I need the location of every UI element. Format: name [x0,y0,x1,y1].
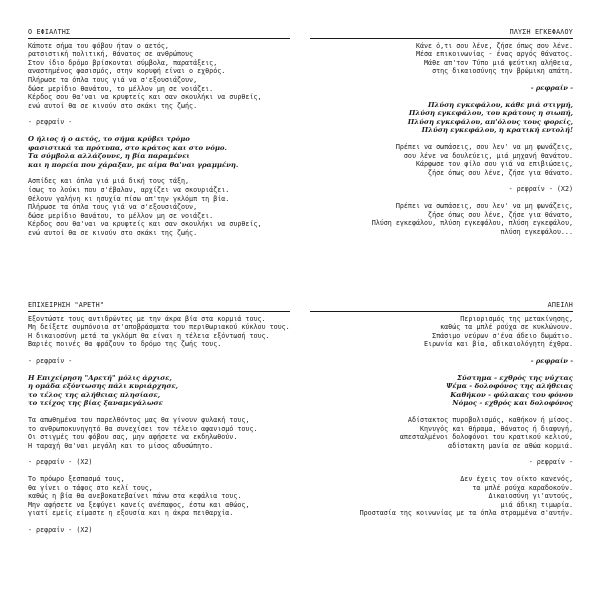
lyric-line: Μην αφήσετε να ξεφύγει κανείς ανέπαφος, έστω και αθώος, [28,500,250,509]
lyric-line: καθώς η βία θα ανεβοκατεβαίνει πάνω στα κεφάλια τους. [28,492,242,501]
verse-stanza [28,475,290,518]
chorus-stanza [310,374,573,408]
lyric-line: Κάνε ό,τι σου λένε, ζήσε όπως σου λένε. [415,41,573,50]
lyric-line: Μη δείξετε συμπόνοια στ'αποβράσματα του περιθωριακού κύκλου τους. [28,323,290,332]
refrain-marker [28,118,290,127]
lyric-line: Προστασία της κοινωνίας με τα όπλα στραμμένα σ'αυτήν. [359,509,573,518]
lyric-line: Θέλουν γαλήνη κι ησυχία πίσω απ'την γκλόμπ τη βία. [28,194,230,203]
lyric-line: το ανθρωποκυνηγητό θα συνεχίσει τον τέλειο αφανισμό τους. [28,424,258,433]
song-title: Ο ΕΦΙΑΛΤΗΣ [28,28,290,39]
song-apeili [310,301,573,526]
refrain-marker [310,185,573,194]
lyric-line: Η ταραχή θα'ναι μεγάλη και το μίσος αδυσώπητο. [28,441,214,450]
lyric-line: ενώ αυτοί θα σε κινούν στο σκάκι της ζωής. [28,101,198,110]
lyric-line: γιατί εμείς είμαστε η εξουσία και η άκρα πειθαρχία. [28,509,234,518]
lyric-line: στης δικαιοσύνης την βρώμικη απάτη. [432,67,573,76]
song-body [28,315,290,535]
lyric-line: Δεν έχεις τον οίκτο κανενός, [460,474,573,483]
chorus-stanza [310,101,573,135]
lyric-line: Πλήρωσε τα όπλα τους γιά να σ'εξουσιάζουν, [28,75,198,84]
chorus-stanza [28,135,290,169]
lyric-line: Πλύση εγκεφάλου, πλύση εγκεφάλου, πλύση εγκεφάλου, [371,219,573,228]
lyric-line: - ρεφραίν - [528,458,573,467]
refrain-marker [310,357,573,366]
verse-stanza [310,143,573,177]
lyric-line: Μάθε απ'τον Τύπο μιά ψεύτικη αλήθεια, [424,58,573,67]
lyric-line: Ψέμα - δολοφόνος της αλήθειας [446,382,573,391]
lyric-line: Πλύση εγκεφάλου, η κρατική εντολή! [421,126,573,135]
lyric-line: Τα σύμβολα αλλάζουνε, η βία παραμένει [28,152,190,161]
lyric-line: Πλήρωσε τα όπλα τους γιά να σ'εξουσιάζουν, [28,203,198,212]
lyric-line: Νόμος - εχθρός και δολοφόνος [452,399,573,408]
lyric-line: Καθήκον - φύλακας του φόνου [450,390,573,399]
lyric-line: δώσε μερίδιο θανάτου, το μέλλον μη σε νοιάζει. [28,211,214,220]
lyric-line: Εξοντώστε τους αντιδρώντες με την άκρα βία στα κορμιά τους. [28,314,266,323]
lyric-line: Βαριές ποινές θα φράζουν το δρόμο της ζωής τους. [28,340,222,349]
song-plysi-egkefalou [310,28,573,244]
lyric-line: Αδίστακτος πυροβολισμός, καθήκον ή μίσος. [407,415,573,424]
song-o-efialtis [28,28,290,245]
lyric-line: ρατσιστική πολιτική, θάνατος σε ανθρώπους [28,50,194,59]
lyric-line: - ρεφραίν - [28,118,73,127]
lyric-line: Πρέπει να σωπάσεις, σου λεν' να μη φωνάζεις, [395,201,573,210]
lyric-line: Το πρόωρο ξεσπασμά τους, [28,474,125,483]
verse-stanza [310,202,573,236]
lyric-line: η ομάδα εξόντωσης πάλι κυριάρχησε, [28,382,179,391]
lyric-line: - ρεφραίν - (Χ2) [28,458,93,467]
lyric-line: Σπάσιμο νεύρων σ'ένα άδειο δωμάτιο. [432,331,573,340]
lyric-line: Πλύση εγκεφάλου, του κράτους η σιωπή, [408,109,573,118]
lyric-line: και η πορεία που χάραξαν, με αίμα θα'ναι γραμμένη. [28,160,239,169]
refrain-marker [28,357,290,366]
verse-stanza [28,42,290,111]
verse-stanza [28,177,290,237]
lyric-line: Πρέπει να σωπάσεις, σου λεν' να μη φωνάζεις, [395,142,573,151]
lyric-line: Δικαιοσύνη γι'αυτούς, [488,492,573,501]
song-body [310,42,573,237]
song-title: ΑΠΕΙΛΗ [310,301,573,312]
song-title: ΠΛΥΣΗ ΕΓΚΕΦΑΛΟΥ [310,28,573,39]
chorus-stanza [28,374,290,408]
lyric-line: - ρεφραίν - [28,356,73,365]
song-body [310,315,573,518]
song-epixeirisi-areti [28,301,290,542]
verse-stanza [310,475,573,518]
refrain-marker [28,458,290,467]
lyric-line: Περιορισμός της μετακίνησης, [460,314,573,323]
lyric-line: Η Επιχείρηση "Αρετή" μόλις άρχισε, [28,373,172,382]
verse-stanza [310,42,573,76]
lyric-line: Οι στιγμές του φόβου σας, μην αφήσετε να εκδηλωθούν. [28,433,238,442]
lyric-line: - ρεφραίν - (Χ2) [28,525,93,534]
lyric-line: φασιστικά τα πρότυπα, στο κράτος και στο νόμο. [28,143,227,152]
lyric-line: δώσε μερίδιο θανάτου, το μέλλον μη σε νοιάζει. [28,84,214,93]
lyric-line: Η δικαιοσύνη μετά τα γκλόμπ θα είναι η τέλεια εξόντωσή τους. [28,331,270,340]
refrain-marker [310,458,573,467]
lyric-line: Σύστημα - εχθρός της νύχτας [457,373,573,382]
lyric-line: Κηνυγός και θήραμα, θάνατος ή διαφυγή, [420,424,573,433]
lyric-line: αδίστακτη μανία σε αθώα κορμιά. [448,441,573,450]
song-title: ΕΠΙΧΕΙΡΗΣΗ "ΑΡΕΤΗ" [28,301,290,312]
lyric-line: Κέρδος σου θα'ναι να κρυφτείς και σαν σκουλήκι να συρθείς, [28,220,262,229]
song-body [28,42,290,238]
refrain-marker [310,84,573,93]
lyric-line: Κάποτε σήμα του φόβου ήταν ο αετός, [28,41,169,50]
lyric-line: Ειρωνία και βία, αδικαιολόγητη έχθρα. [424,340,573,349]
lyric-line: πλύση εγκεφάλου... [500,227,573,236]
verse-stanza [310,315,573,349]
lyric-line: Ο ήλιος ή ο αετός, το σήμα κρύβει τρόμο [28,134,190,143]
lyric-line: θα γίνει ο τάφος στο κελί τους, [28,483,153,492]
lyric-line: - ρεφραίν - (Χ2) [508,185,573,194]
lyric-line: το τείχος της βίας ξαναμεγάλωσε [28,399,163,408]
lyric-line: Κέρδος σου θα'ναι να κρυφτείς και σαν σκουλήκι να συρθείς, [28,93,262,102]
lyric-line: τα μπλέ ρούχα καραδοκούν. [472,483,573,492]
lyric-line: Μέσα επικοινωνίας - ένας αργός θάνατος. [415,50,573,59]
lyric-line: Στον ίδιο δρόμο βρίσκονται σύμβολα, παρατάξεις, [28,58,218,67]
lyric-line: - ρεφραίν - [530,356,573,365]
lyric-line: - ρεφραίν - [530,83,573,92]
lyric-line: Κάρφωσε τον φίλο σου γιά να επιβιώσεις, [415,160,573,169]
lyric-line: ζήσε όπως σου λένε, ζήσε για θάνατο. [428,168,573,177]
lyric-line: καθώς τα μπλέ ρούχα σε κυκλώνουν. [440,323,573,332]
lyric-line: Ασπίδες και όπλα γιά μιά δική τους τάξη, [28,177,190,186]
lyric-line: ίσως το λούκι που σ'έβαλαν, αρχίζει να σκουριάζει. [28,185,230,194]
lyric-line: το τέλος της αλήθειας πλησίασε, [28,390,161,399]
lyric-line: αναστημένος φασισμός, στην κορυφή είναι ο εχθρός. [28,67,226,76]
lyric-line: Τα απωθημένα του παρελθόντος μας θα γίνουν φυλακή τους, [28,415,250,424]
lyric-line: μιά άδικη τιμωρία. [500,500,573,509]
verse-stanza [28,416,290,450]
lyric-line: σου λένε να δουλεύεις, μιά μηχανή θανάτου. [403,151,573,160]
verse-stanza [28,315,290,349]
lyric-line: ζήσε όπως σου λένε, ζήσε για θάνατο, [428,210,573,219]
lyric-line: Πλύση εγκεφάλου, απ'όλους τους φορείς, [407,117,573,126]
verse-stanza [310,416,573,450]
lyric-line: Πλύση εγκεφάλου, κάθε μιά στιγμή, [427,100,573,109]
lyric-line: απεσταλμένοι δολοφόνοι του κρατικού κελιού, [399,433,573,442]
refrain-marker [28,526,290,535]
lyric-line: ενώ αυτοί θα σε κινούν στο σκάκι της ζωής. [28,228,198,237]
